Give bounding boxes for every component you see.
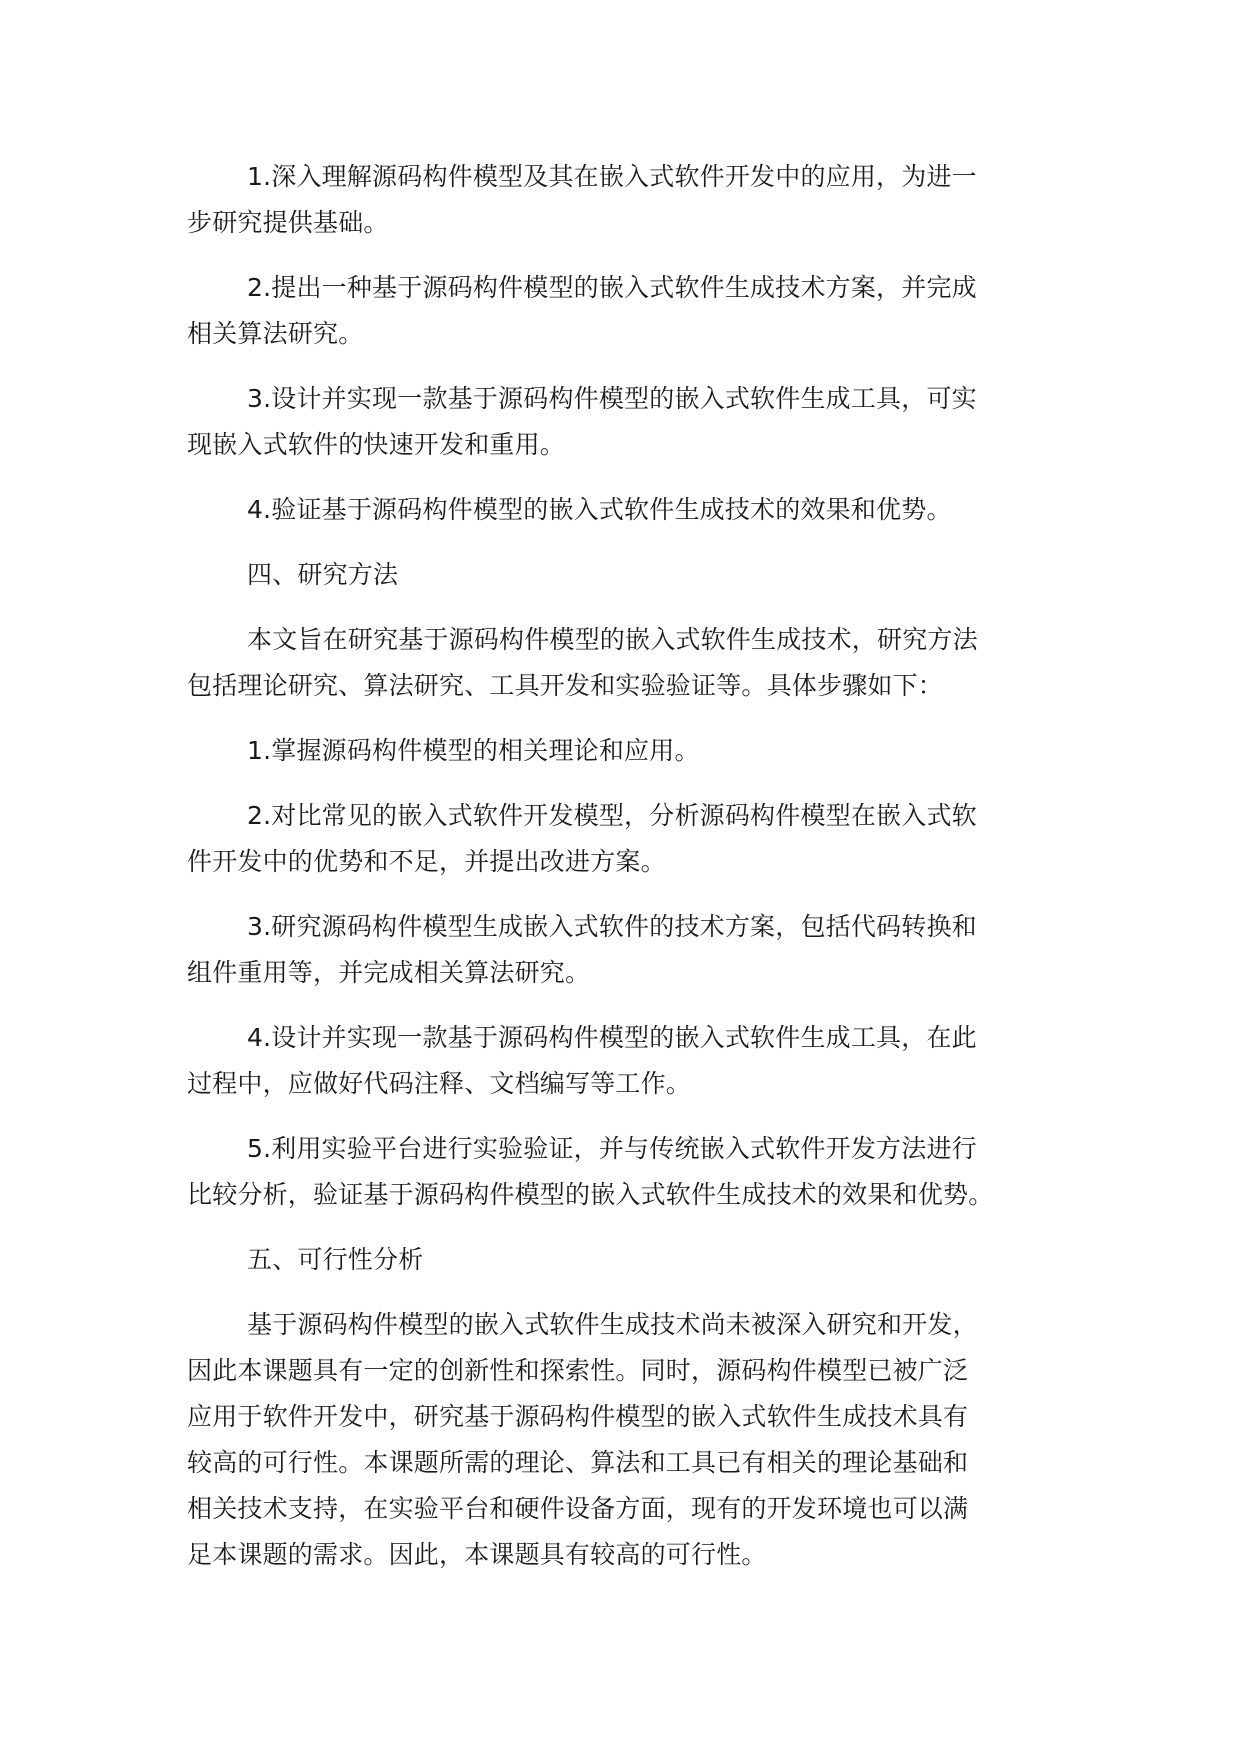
step-4-paragraph <box>187 1015 1067 1107</box>
document-body <box>187 154 1067 1578</box>
text-line: 4.验证基于源码构件模型的嵌入式软件生成技术的效果和优势。 <box>247 495 952 524</box>
section-heading-feasibility <box>187 1237 1067 1283</box>
text-line: 5.利用实验平台进行实验验证，并与传统嵌入式软件开发方法进行 <box>247 1134 977 1163</box>
text-line: 因此本课题具有一定的创新性和探索性。同时，源码构件模型已被广泛 <box>187 1356 969 1385</box>
text-line: 比较分析，验证基于源码构件模型的嵌入式软件生成技术的效果和优势。 <box>187 1180 994 1209</box>
step-3-paragraph <box>187 904 1067 996</box>
text-line: 3.设计并实现一款基于源码构件模型的嵌入式软件生成工具，可实 <box>247 384 977 413</box>
text-line: 应用于软件开发中，研究基于源码构件模型的嵌入式软件生成技术具有 <box>187 1402 969 1431</box>
goal-1-paragraph <box>187 154 1067 246</box>
text-line: 4.设计并实现一款基于源码构件模型的嵌入式软件生成工具，在此 <box>247 1023 977 1052</box>
text-line: 相关算法研究。 <box>187 319 364 348</box>
section-heading-research-methods <box>187 552 1067 598</box>
text-line: 基于源码构件模型的嵌入式软件生成技术尚未被深入研究和开发， <box>247 1310 978 1339</box>
text-line: 现嵌入式软件的快速开发和重用。 <box>187 430 566 459</box>
text-line: 较高的可行性。本课题所需的理论、算法和工具已有相关的理论基础和 <box>187 1448 969 1477</box>
text-line: 过程中，应做好代码注释、文档编写等工作。 <box>187 1069 692 1098</box>
heading-text: 五、可行性分析 <box>247 1245 424 1274</box>
text-line: 组件重用等，并完成相关算法研究。 <box>187 958 591 987</box>
text-line: 包括理论研究、算法研究、工具开发和实验验证等。具体步骤如下： <box>187 671 944 700</box>
method-intro-paragraph <box>187 617 1067 709</box>
text-line: 步研究提供基础。 <box>187 208 389 237</box>
step-5-paragraph <box>187 1126 1067 1218</box>
step-1-paragraph <box>187 728 1067 774</box>
feasibility-paragraph <box>187 1302 1067 1578</box>
text-line: 2.对比常见的嵌入式软件开发模型，分析源码构件模型在嵌入式软 <box>247 801 977 830</box>
text-line: 相关技术支持，在实验平台和硬件设备方面，现有的开发环境也可以满 <box>187 1494 969 1523</box>
step-2-paragraph <box>187 793 1067 885</box>
text-line: 2.提出一种基于源码构件模型的嵌入式软件生成技术方案，并完成 <box>247 273 977 302</box>
goal-3-paragraph <box>187 376 1067 468</box>
text-line: 1.掌握源码构件模型的相关理论和应用。 <box>247 736 700 765</box>
text-line: 1.深入理解源码构件模型及其在嵌入式软件开发中的应用，为进一 <box>247 162 977 191</box>
text-line: 足本课题的需求。因此，本课题具有较高的可行性。 <box>187 1540 767 1569</box>
heading-text: 四、研究方法 <box>247 560 399 589</box>
text-line: 本文旨在研究基于源码构件模型的嵌入式软件生成技术，研究方法 <box>247 625 978 654</box>
goal-2-paragraph <box>187 265 1067 357</box>
goal-4-paragraph <box>187 487 1067 533</box>
text-line: 件开发中的优势和不足，并提出改进方案。 <box>187 847 666 876</box>
text-line: 3.研究源码构件模型生成嵌入式软件的技术方案，包括代码转换和 <box>247 912 977 941</box>
